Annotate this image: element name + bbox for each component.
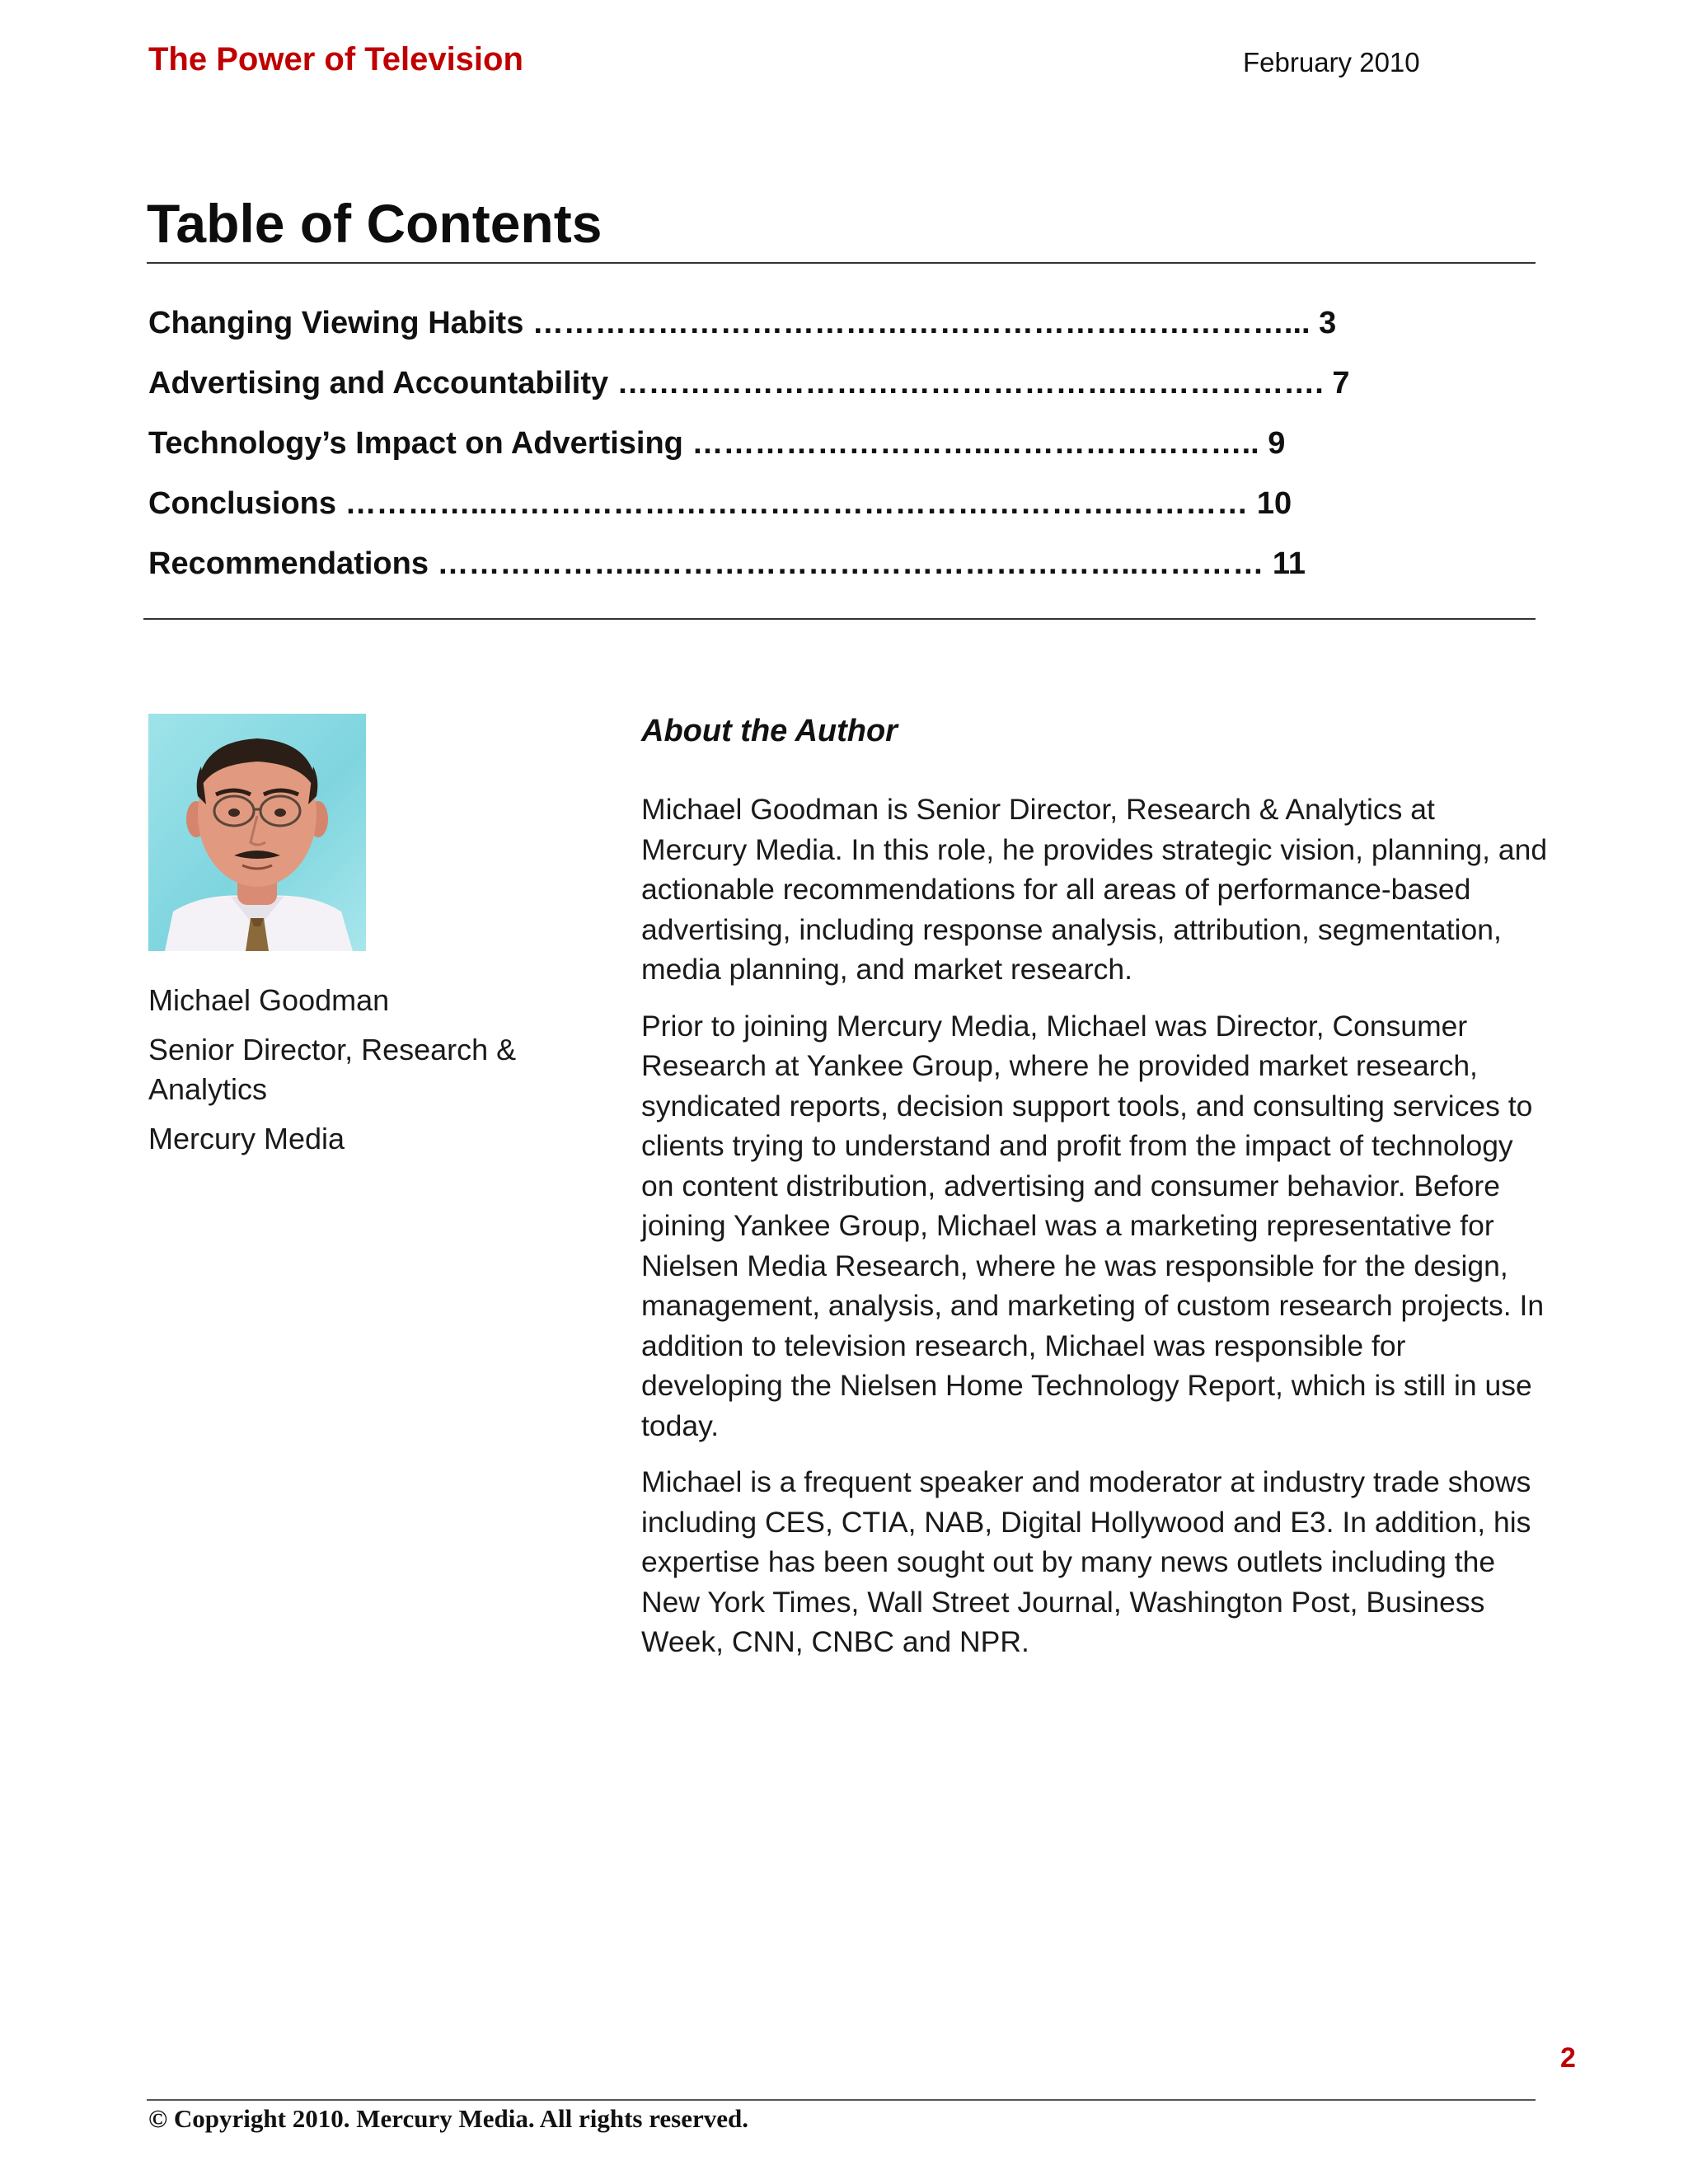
toc-entry[interactable] [148, 362, 1467, 422]
toc-entry-label: Technology’s Impact on Advertising [148, 426, 683, 461]
toc-entry-label: Advertising and Accountability [148, 366, 609, 401]
author-caption [148, 981, 610, 1169]
toc-entry-page: 10 [1256, 486, 1292, 521]
toc-entry-label: Conclusions [148, 486, 337, 521]
bio-paragraph: Michael Goodman is Senior Director, Research & Analytics at Mercury Media. In this role, he provides strategic vision, planning, and actionable recommendations for all areas of performance-based advertising, including response analysis, attribution, segmentation, media planning, and market research. [641, 793, 1548, 986]
author-bio [641, 790, 1548, 1679]
toc-entry-leader: ………………………………………………………………... [523, 306, 1320, 340]
author-name: Michael Goodman [148, 983, 390, 1017]
author-photo [148, 714, 366, 951]
copyright-notice: © Copyright 2010. Mercury Media. All rights reserved. [148, 2104, 749, 2133]
toc-entry-label: Recommendations [148, 546, 429, 581]
page-number: 2 [1560, 2042, 1576, 2074]
toc-entry-leader: ………………………………………….………………. [608, 366, 1333, 401]
author-company: Mercury Media [148, 1122, 345, 1155]
about-heading: About the Author [641, 714, 898, 748]
toc-entry-page: 9 [1268, 426, 1286, 461]
bio-paragraph: Prior to joining Mercury Media, Michael was Director, Consumer Research at Yankee Group, where he provided market research, syndicated reports, decision support tools, and consulting services to clients trying to understand and profit from the impact of technology on content distribution, advertising and consumer behavior. Before joining Yankee Group, Michael was a marketing representative for Nielsen Media Research, where he was responsible for the design, management, analysis, and marketing of custom research projects. In addition to television research, Michael was responsible for developing the Nielsen Home Technology Report, which is still in use today. [641, 1009, 1545, 1442]
toc-entry-leader: …………..…………………………………………………….………… [336, 486, 1257, 521]
author-portrait-image [148, 714, 366, 951]
table-of-contents [148, 302, 1467, 602]
toc-entry[interactable] [148, 542, 1467, 602]
toc-entry[interactable] [148, 422, 1467, 482]
toc-entry-leader: ………………………..…………………….. [682, 426, 1268, 461]
toc-bottom-divider [143, 618, 1536, 620]
author-title: Senior Director, Research & Analytics [148, 1033, 517, 1106]
document-title: The Power of Television [148, 41, 523, 77]
toc-entry-label: Changing Viewing Habits [148, 306, 524, 340]
toc-entry-page: 11 [1272, 546, 1306, 581]
toc-entry-page: 7 [1332, 366, 1350, 401]
toc-entry-leader: ………………...………………………………………..………… [428, 546, 1273, 581]
document-date: February 2010 [1243, 47, 1420, 77]
toc-entry[interactable] [148, 302, 1467, 362]
toc-top-divider [147, 262, 1536, 264]
toc-entry[interactable] [148, 482, 1467, 542]
toc-entry-page: 3 [1319, 306, 1337, 340]
footer-divider [147, 2099, 1536, 2101]
bio-paragraph: Michael is a frequent speaker and moderator at industry trade shows including CES, CTIA, NAB, Digital Hollywood and E3. In addition, his expertise has been sought out by many news outlets including the New York Times, Wall Street Journal, Washington Post, Business Week, CNN, CNBC and NPR. [641, 1465, 1531, 1658]
toc-heading: Table of Contents [147, 193, 603, 254]
